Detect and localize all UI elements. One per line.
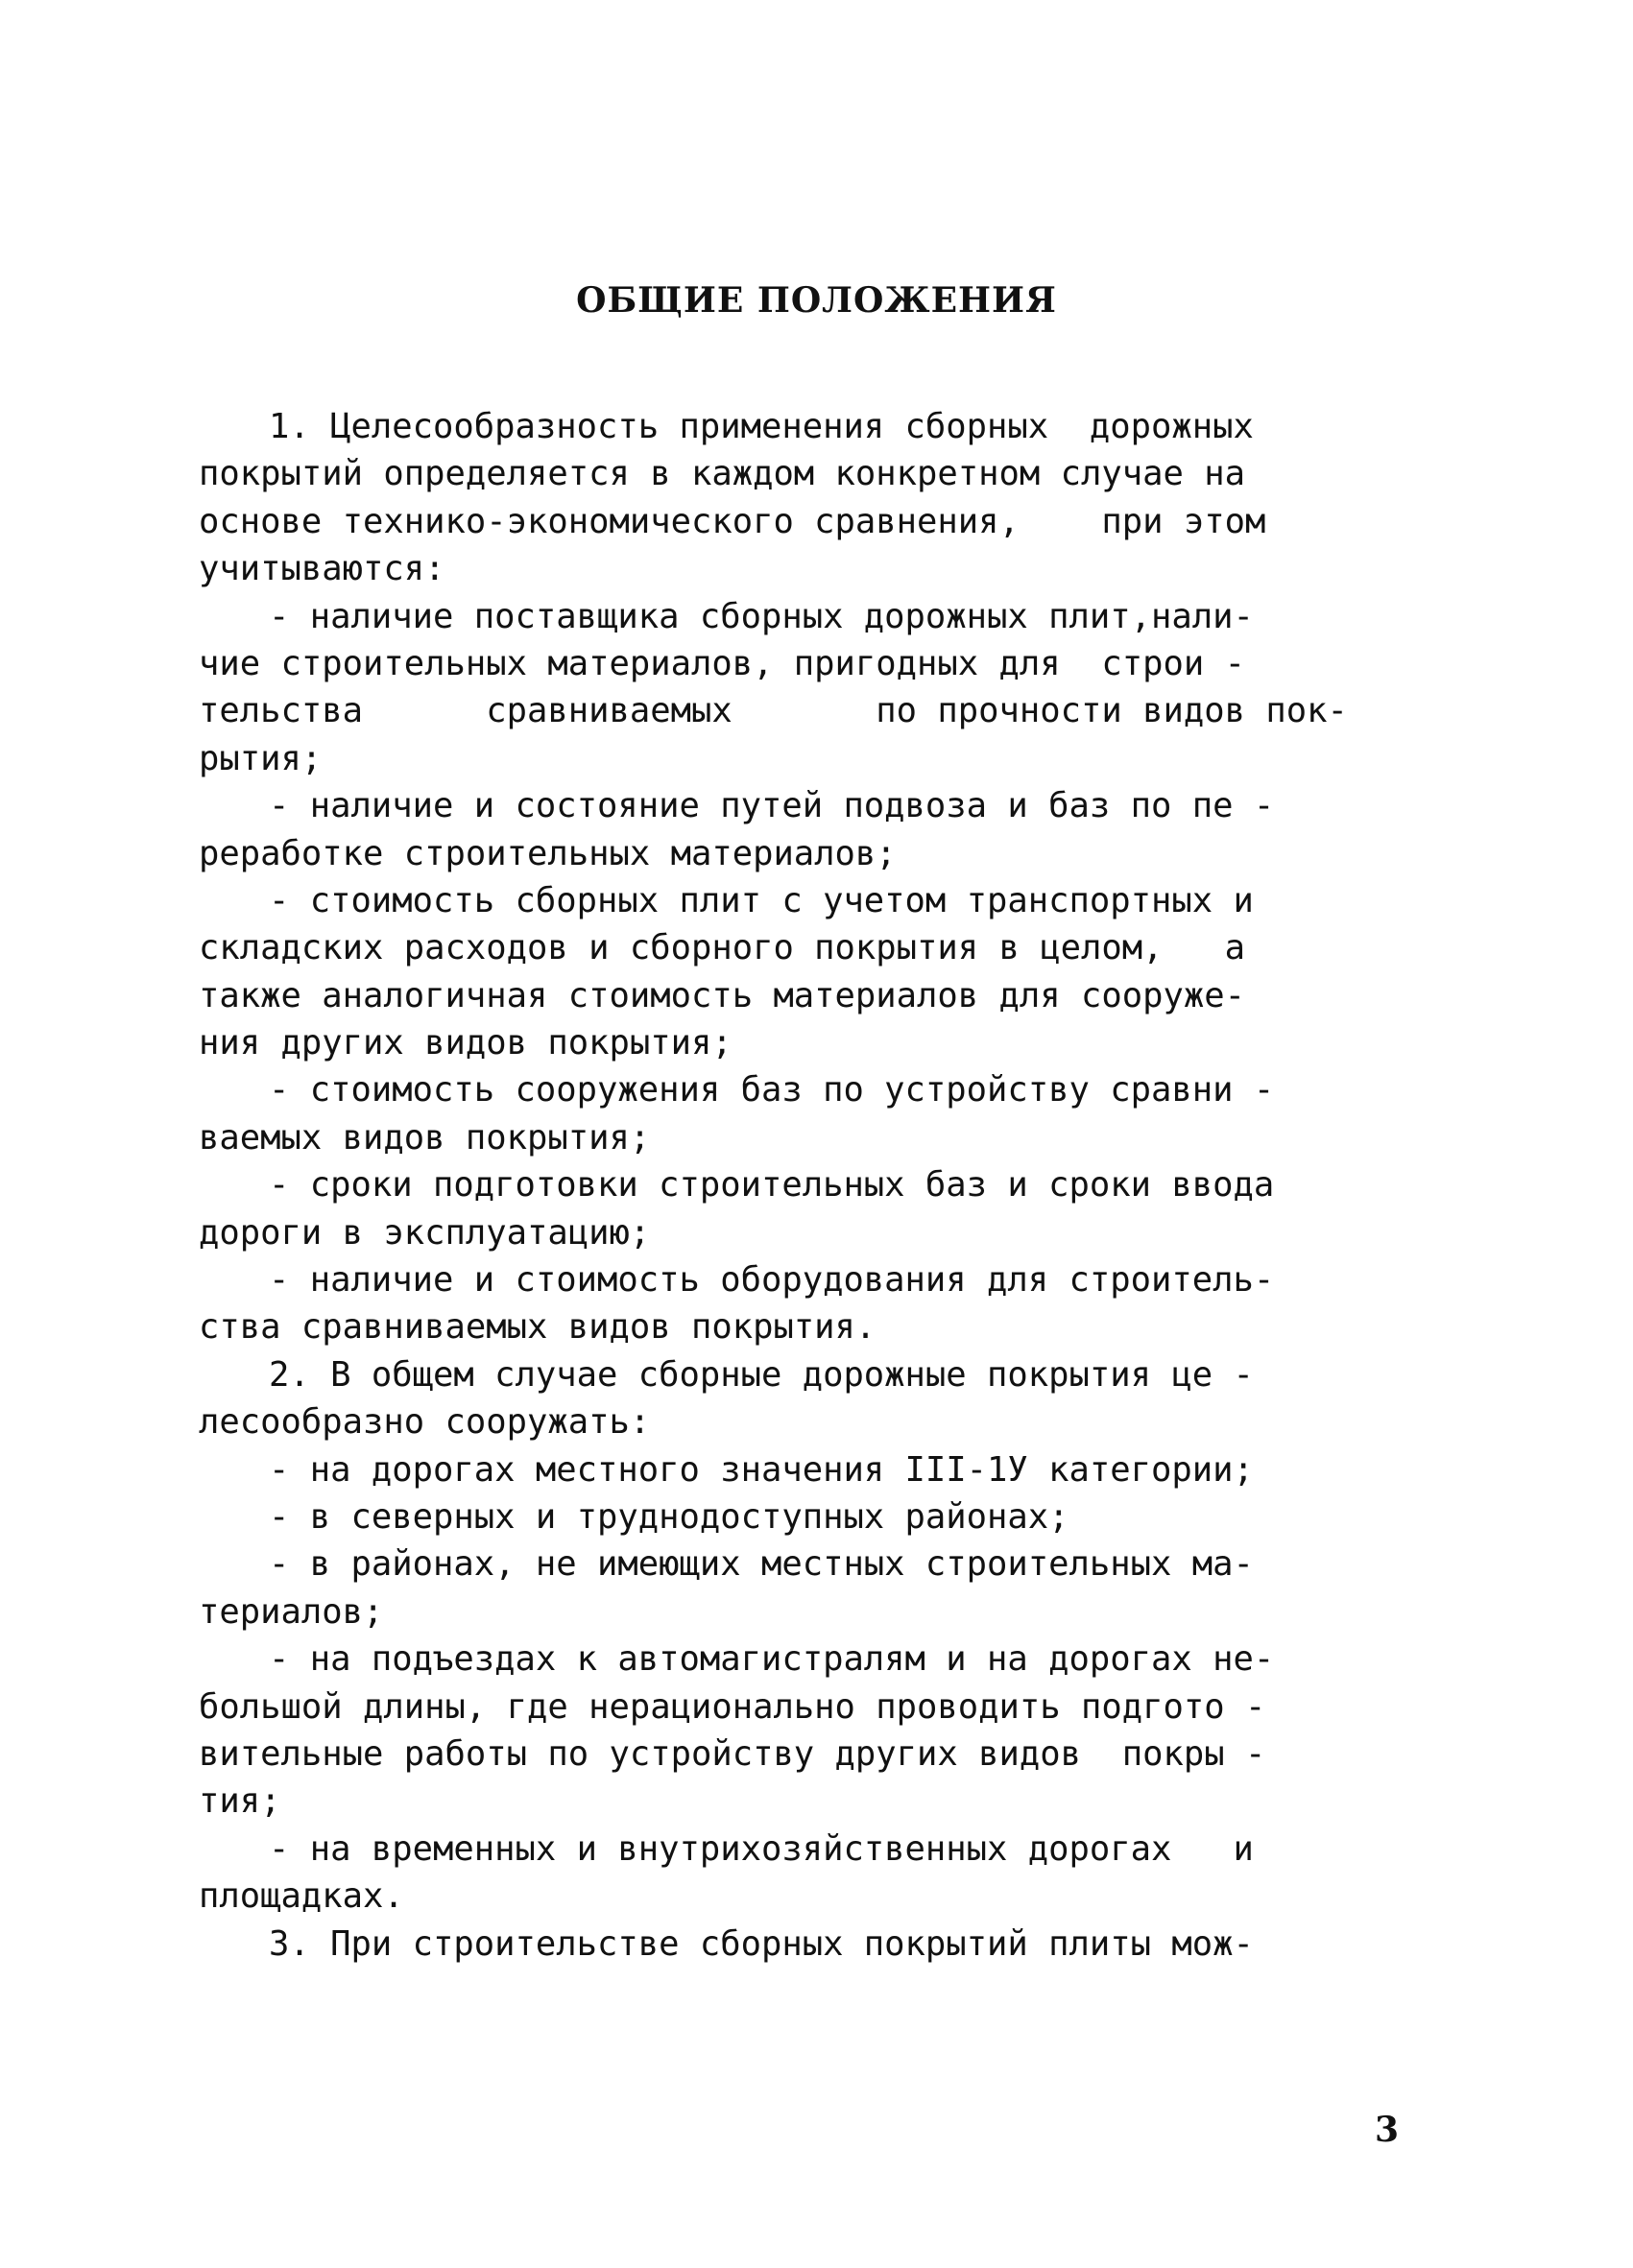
text-line: тельства сравниваемых по прочности видов пок-: [199, 691, 1348, 731]
text-line: покрытий определяется в каждом конкретном случае на: [199, 454, 1246, 494]
text-line: - сроки подготовки строительных баз и сроки ввода: [269, 1165, 1275, 1206]
text-line: - в районах, не имеющих местных строительных ма-: [269, 1544, 1254, 1585]
text-line: - на дорогах местного значения III-1У категории;: [269, 1449, 1254, 1490]
text-line: реработке строительных материалов;: [199, 833, 897, 873]
text-line: площадках.: [199, 1876, 404, 1917]
text-line: рытия;: [199, 738, 323, 778]
text-line: основе технико-экономического сравнения, при этом: [199, 501, 1266, 541]
text-line: лесообразно сооружать:: [199, 1402, 651, 1443]
text-line: 1. Целесообразность применения сборных дорожных: [269, 407, 1254, 446]
text-line: дороги в эксплуатацию;: [199, 1212, 651, 1253]
text-line: - наличие поставщика сборных дорожных плит,нали-: [269, 596, 1254, 636]
text-line: тия;: [199, 1781, 281, 1822]
page-number: 3: [1375, 2110, 1400, 2150]
text-line: - наличие и состояние путей подвоза и баз по пе -: [269, 786, 1275, 826]
text-line: ния других видов покрытия;: [199, 1023, 732, 1063]
text-line: 2. В общем случае сборные дорожные покрытия це -: [269, 1354, 1254, 1395]
text-line: ваемых видов покрытия;: [199, 1117, 651, 1158]
text-line: также аналогичная стоимость материалов для сооруже-: [199, 975, 1246, 1015]
text-line: вительные работы по устройству других видов покры -: [199, 1733, 1266, 1774]
text-line: териалов;: [199, 1591, 384, 1632]
text-line: - наличие и стоимость оборудования для строитель-: [269, 1260, 1275, 1301]
text-line: чие строительных материалов, пригодных для строи -: [199, 643, 1246, 683]
body-text: [199, 403, 1437, 1968]
section-title: ОБЩИЕ ПОЛОЖЕНИЯ: [576, 280, 1057, 321]
text-line: - на временных и внутрихозяйственных дорогах и: [269, 1828, 1254, 1869]
text-line: 3. При строительстве сборных покрытий плиты мож-: [269, 1923, 1254, 1964]
text-line: - в северных и труднодоступных районах;: [269, 1496, 1069, 1537]
text-line: ства сравниваемых видов покрытия.: [199, 1307, 877, 1348]
text-line: - стоимость сооружения баз по устройству сравни -: [269, 1070, 1275, 1110]
text-line: складских расходов и сборного покрытия в целом, а: [199, 928, 1246, 968]
text-line: - на подъездах к автомагистралям и на дорогах не-: [269, 1639, 1275, 1680]
text-line: большой длины, где нерационально проводить подгото -: [199, 1686, 1266, 1727]
text-line: - стоимость сборных плит с учетом транспортных и: [269, 880, 1254, 920]
text-line: учитываются:: [199, 549, 445, 589]
